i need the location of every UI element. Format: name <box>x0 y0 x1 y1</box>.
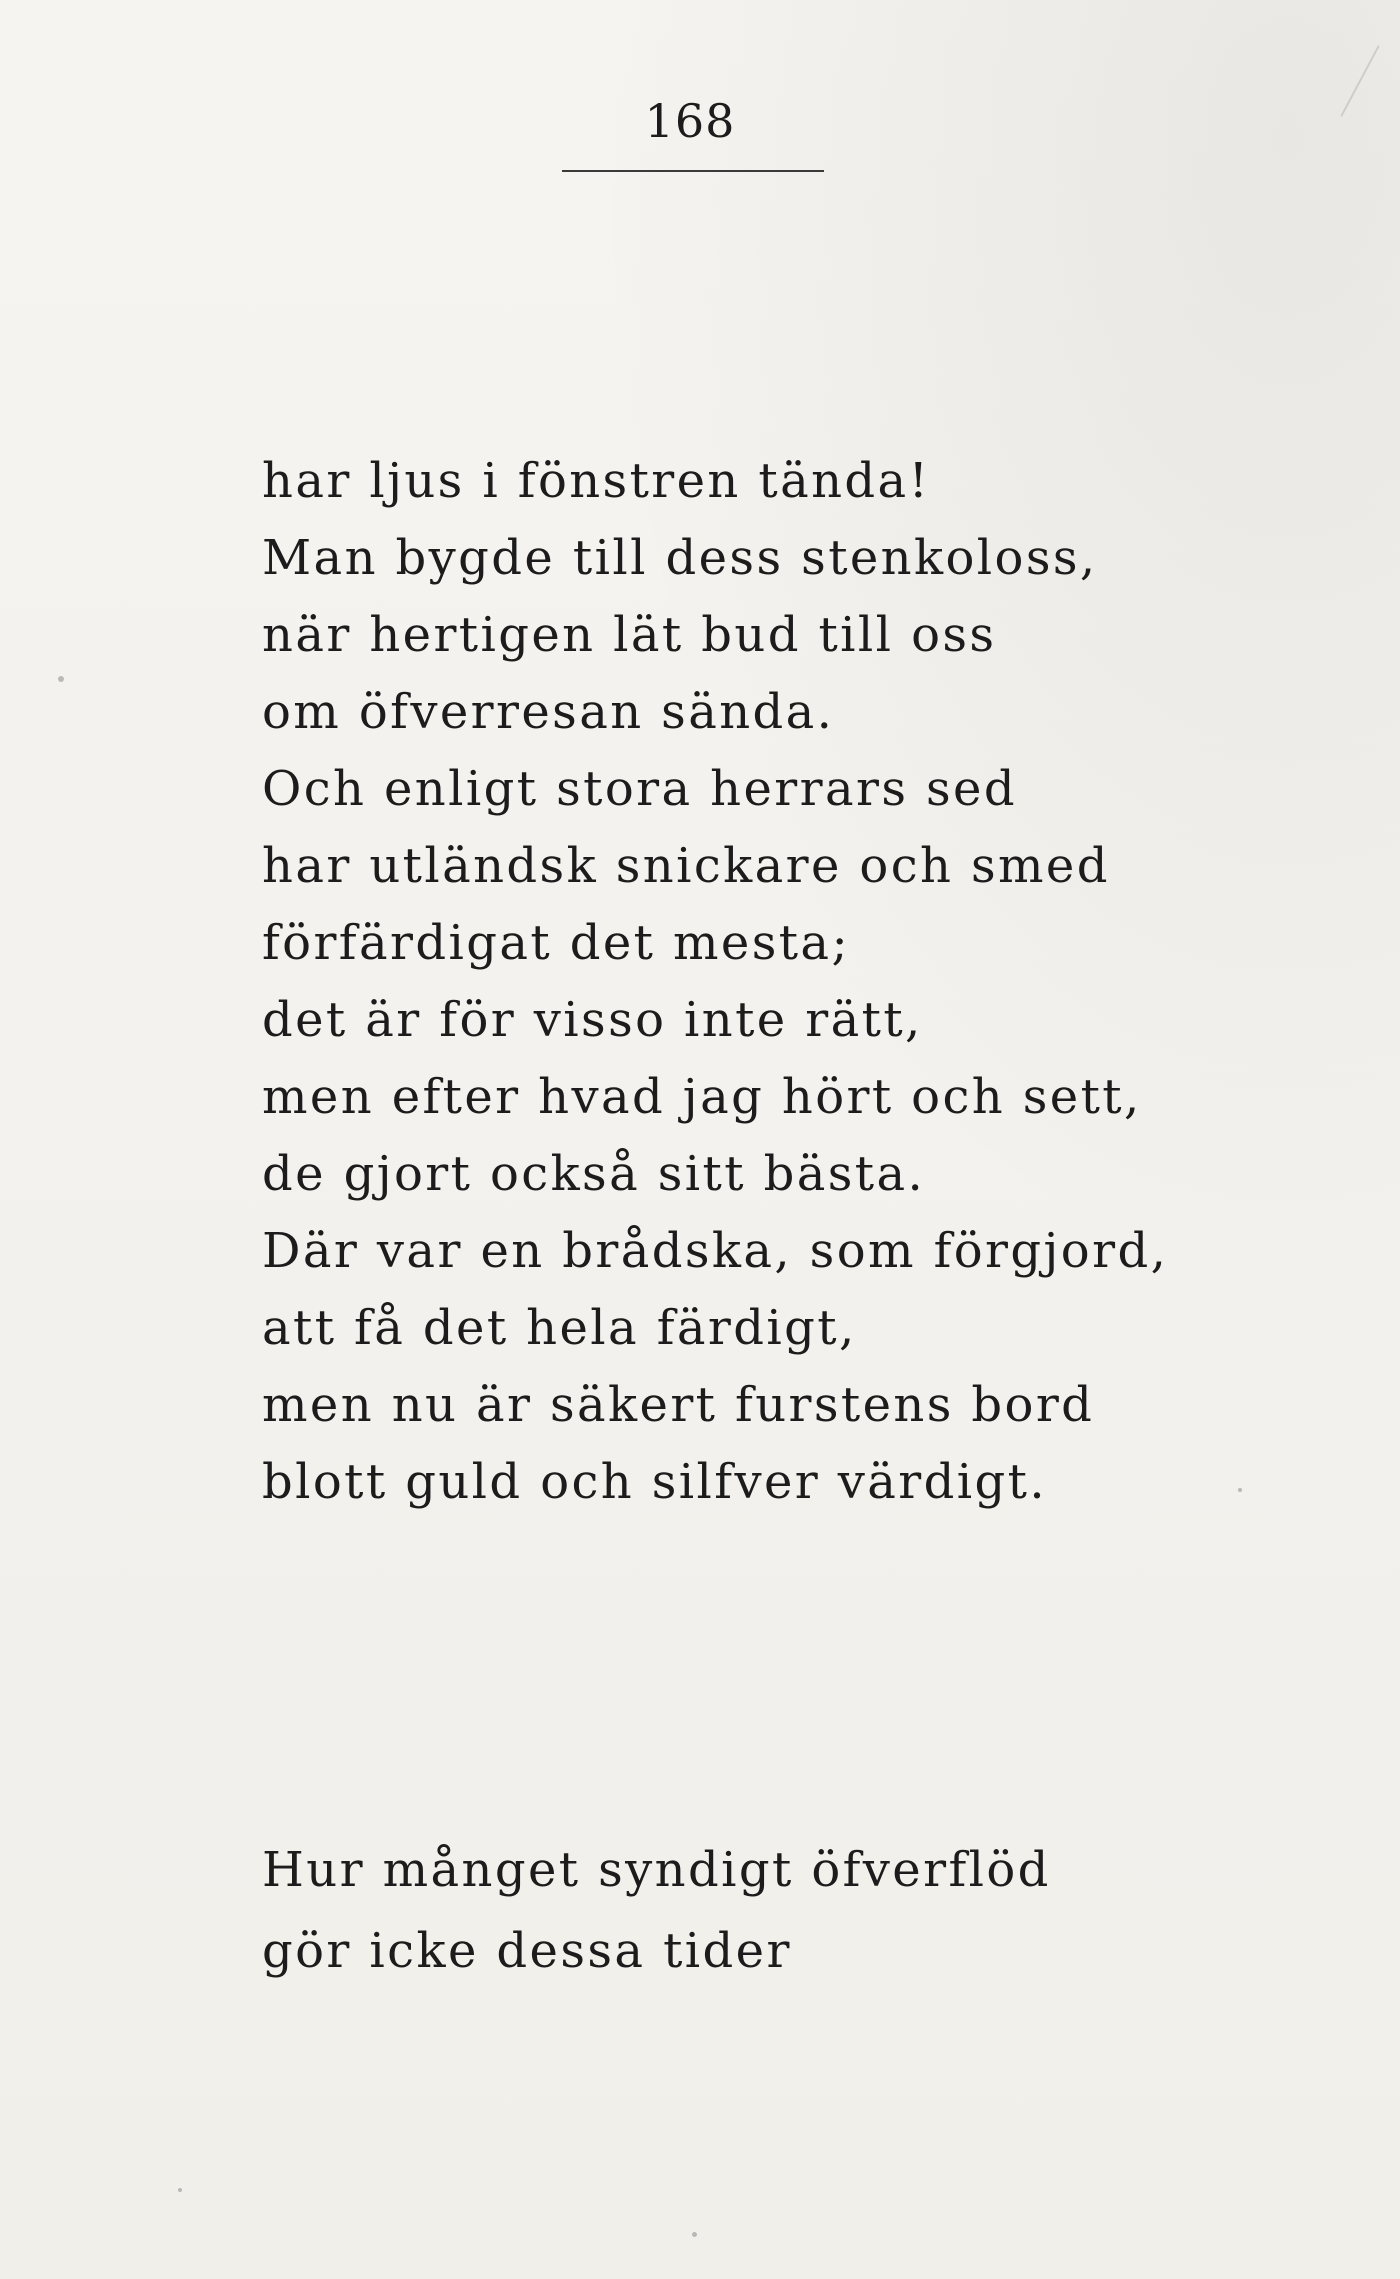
paper-speck <box>692 2232 697 2237</box>
paper-speck <box>58 676 64 682</box>
verse-line: men nu är säkert furstens bord <box>262 1377 1095 1433</box>
verse-line: har utländsk snickare och smed <box>262 838 1110 894</box>
verse-line: blott guld och silfver värdigt. <box>262 1454 1048 1510</box>
verse-line: om öfverresan sända. <box>262 684 835 740</box>
verse-line: när hertigen lät bud till oss <box>262 607 997 663</box>
verse-line: men efter hvad jag hört och sett, <box>262 1069 1142 1125</box>
verse-line: gör icke dessa tider <box>262 1923 792 1979</box>
verse-line: att få det hela färdigt, <box>262 1300 857 1356</box>
poem-stanza-next <box>262 1830 1051 1992</box>
poem-stanza <box>262 443 1168 1521</box>
verse-line: Och enligt stora herrars sed <box>262 761 1017 817</box>
verse-line: förfärdigat det mesta; <box>262 915 851 971</box>
paper-smudge <box>1340 45 1379 117</box>
page-number: 168 <box>644 94 736 148</box>
verse-line: Där var en brådska, som förgjord, <box>262 1223 1169 1279</box>
paper-speck <box>178 2188 182 2192</box>
verse-line: har ljus i fönstren tända! <box>262 453 931 509</box>
verse-line: Hur månget syndigt öfverflöd <box>262 1842 1051 1898</box>
paper-speck <box>1238 1488 1242 1492</box>
verse-line: de gjort också sitt bästa. <box>262 1146 926 1202</box>
verse-line: det är för visso inte rätt, <box>262 992 923 1048</box>
verse-line: Man bygde till dess stenkoloss, <box>262 530 1098 586</box>
header-rule <box>562 170 824 172</box>
